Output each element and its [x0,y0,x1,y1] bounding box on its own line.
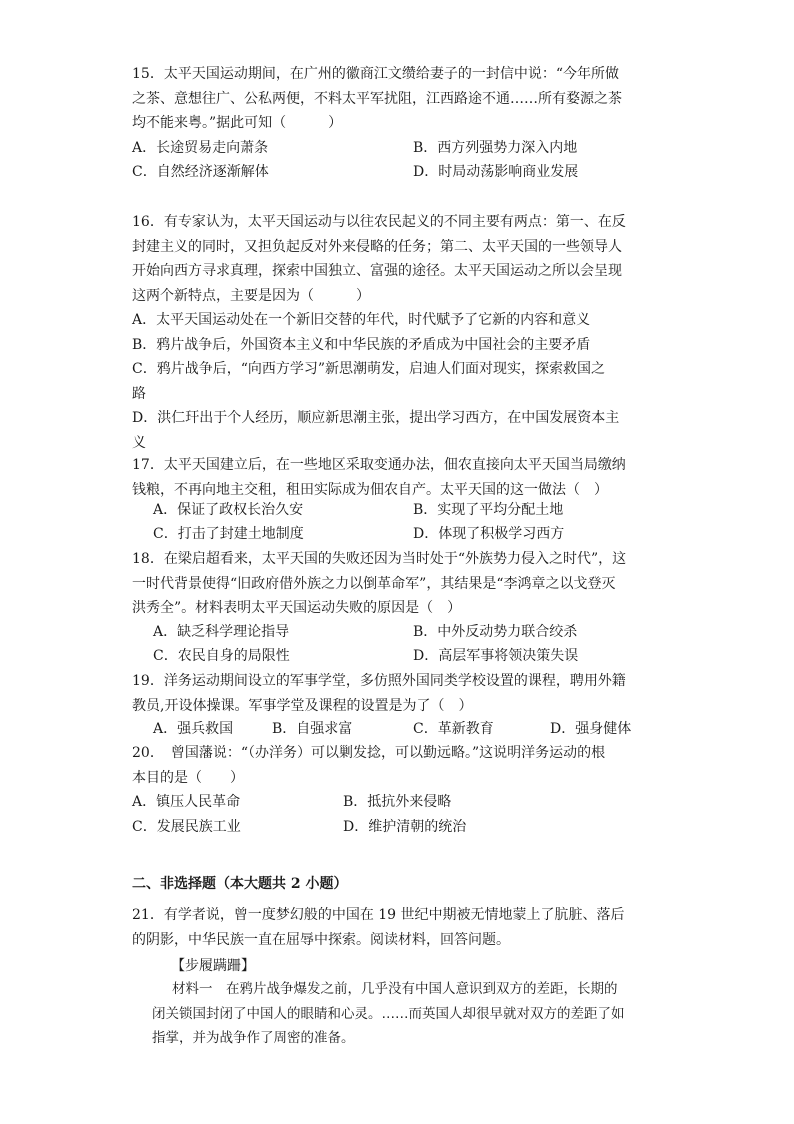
q15-option-d: D．时局动荡影响商业发展 [413,164,579,180]
q19-option-b: B．自强求富 [272,721,353,737]
q18-option-c: C．农民自身的局限性 [153,648,290,664]
q18-option-d: D．高层军事将领决策失误 [413,648,579,664]
q21-stem-line: 的阴影，中华民族一直在屈辱中探索。阅读材料，回答问题。 [132,931,510,948]
q18-stem-line: 一时代背景使得“旧政府借外族之力以倒革命军”，其结果是“李鸿章之以戈登灭 [132,575,616,592]
q21-subhead: 【步履蹒跚】 [171,958,255,974]
q19-option-c: C．革新教育 [413,721,494,737]
material-line: 闭关锁国封闭了中国人的眼睛和心灵。……而英国人却很早就对双方的差距了如 [152,1005,625,1022]
q16-line: 封建主义的同时，又担负起反对外来侵略的任务；第二、太平天国的一些领导人 [132,238,622,255]
q21-stem-line: 21．有学者说，曾一度梦幻般的中国在 19 世纪中期被无情地蒙上了肮脏、落后 [132,907,625,923]
q15-stem-line: 之茶、意想往广、公私两便，不料太平军扰阻，江西路途不通……所有婺源之茶 [132,90,622,107]
q20-stem-line: 本目的是（ ） [132,769,244,786]
q16-option-c: C．鸦片战争后，“向西方学习”新思潮萌发，启迪人们面对现实，探索救国之 [132,361,606,377]
q16-line: 开始向西方寻求真理，探索中国独立、富强的途径。太平天国运动之所以会呈现 [132,263,622,279]
q19-option-a: A．强兵救国 [153,721,234,737]
q16-option-d: D．洪仁玕出于个人经历，顺应新思潮主张，提出学习西方，在中国发展资本主 [132,410,620,426]
q17-option-c: C．打击了封建土地制度 [153,526,304,542]
q17-option-a: A．保证了政权长治久安 [153,502,304,518]
q15-option-c: C．自然经济逐渐解体 [132,164,269,180]
question-20 [132,741,632,790]
section-title: 二、非选择题（本大题共 2 小题） [132,876,348,892]
material-line: 指掌，并为战争作了周密的准备。 [152,1030,355,1046]
q20-option-a: A．镇压人民革命 [132,794,241,810]
q16-line: 16．有专家认为，太平天国运动与以往农民起义的不同主要有两点：第一、在反 [132,214,626,230]
material-line: 材料一 在鸦片战争爆发之前，几乎没有中国人意识到双方的差距，长期的 [172,981,618,997]
q20-option-c: C．发展民族工业 [132,819,241,835]
q18-stem-line: 18．在梁启超看来，太平天国的失败还因为当时处于“外族势力侵入之时代”，这 [132,551,627,567]
q20-stem-line: 20． 曾国藩说：“（办洋务）可以剿发捻，可以勤远略。”这说明洋务运动的根 [132,745,606,761]
q18-stem-line: 洪秀全”。材料表明太平天国运动失败的原因是（ ） [132,600,462,616]
q17-option-d: D．体现了积极学习西方 [413,526,565,542]
q15-option-a: A．长途贸易走向萧条 [132,140,269,156]
q15-option-b: B．西方列强势力深入内地 [413,140,578,156]
q17-option-b: B．实现了平均分配土地 [413,502,564,518]
q18-option-a: A．缺乏科学理论指导 [153,624,290,640]
q16-option-c-cont: 路 [132,385,146,402]
q19-stem-line: 19．洋务运动期间设立的军事学堂，多仿照外国同类学校设置的课程，聘用外籍 [132,673,626,689]
q18-option-b: B．中外反动势力联合绞杀 [413,624,578,640]
q20-option-b: B．抵抗外来侵略 [343,794,452,810]
q16-option-d-cont: 义 [132,434,146,451]
q20-option-d: D．维护清朝的统治 [343,819,467,835]
question-19 [132,669,632,718]
question-21 [132,903,632,952]
q16-option-b: B．鸦片战争后，外国资本主义和中华民族的矛盾成为中国社会的主要矛盾 [132,336,591,353]
q19-option-d: D．强身健体 [550,721,632,737]
q19-stem-line: 教员,开设体操课。军事学堂及课程的设置是为了（ ） [132,697,473,714]
q17-stem-line: 17．太平天国建立后，在一些地区采取变通办法，佃农直接向太平天国当局缴纳 [132,457,626,473]
question-18 [132,547,632,621]
question-15 [132,62,632,136]
q21-material [152,977,652,1051]
q16-line: 这两个新特点，主要是因为（ ） [132,287,370,304]
question-17 [132,453,632,502]
question-16 [132,210,632,455]
q15-stem-line: 15．太平天国运动期间，在广州的徽商江文缵给妻子的一封信中说：“今年所做 [132,66,619,82]
q15-stem-line: 均不能来粤。”据此可知（ ） [132,115,343,131]
q17-stem-line: 钱粮，不再向地主交租，租田实际成为佃农自产。太平天国的这一做法（ ） [132,481,608,498]
q16-option-a: A．太平天国运动处在一个新旧交替的年代，时代赋予了它新的内容和意义 [132,312,591,328]
